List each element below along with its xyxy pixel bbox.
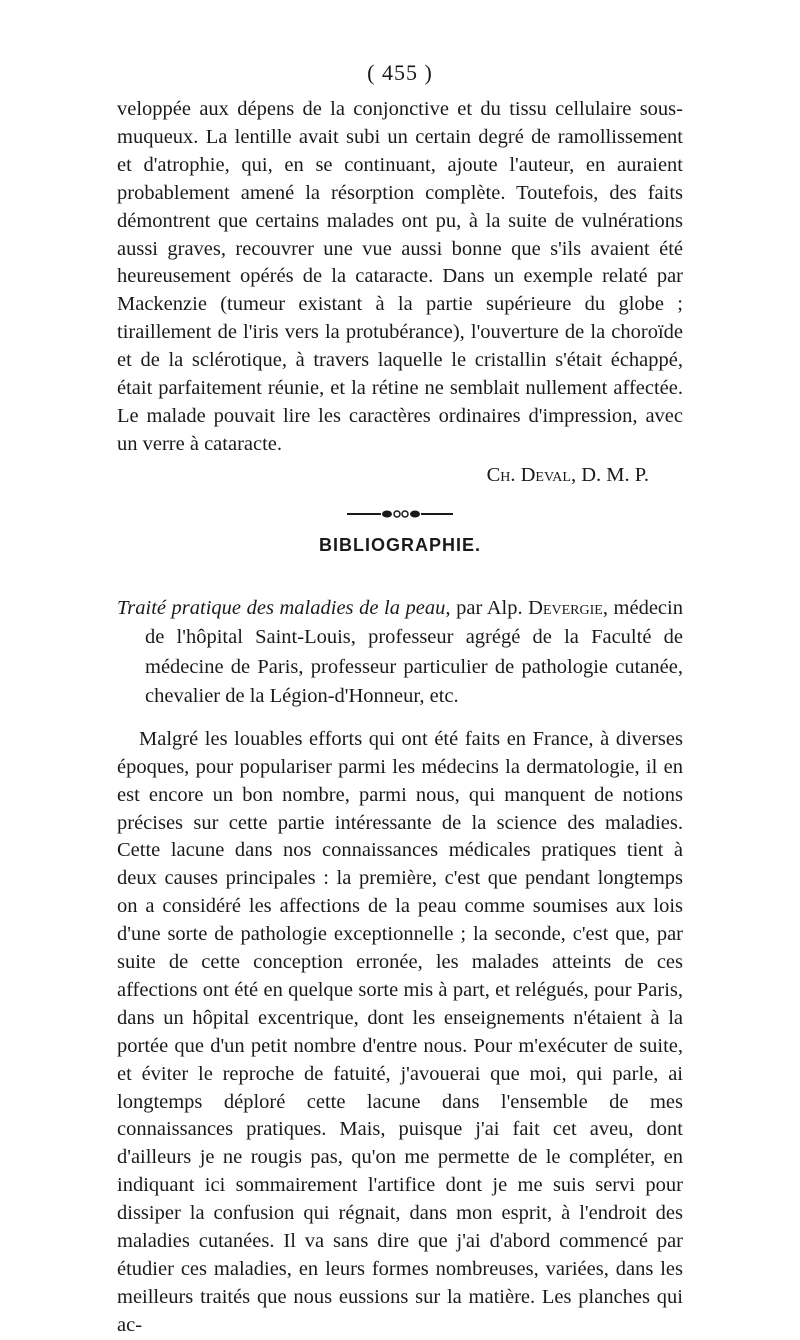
by-text: , par Alp.: [445, 596, 529, 619]
section-divider-ornament: [117, 507, 683, 521]
signature-degree: D. M. P.: [581, 463, 649, 486]
bibliography-entry: [117, 594, 683, 712]
ornament-icon: [345, 508, 455, 520]
book-author: Devergie: [528, 596, 603, 619]
review-paragraph: Malgré les louables efforts qui ont été faits en France, à diverses époques, pour populariser parmi les médecins la dermatologie, il en est encore un bon nombre, parmi nous, qui manquent de notions précises sur cette partie intéressante de la science des maladies. Cette lacune dans nos connaissances médicales pratiques tient à deux causes principales : la première, c'est que pendant longtemps on a considéré les affections de la peau comme soumises aux lois d'une sorte de pathologie exceptionnelle ; la seconde, c'est que, par suite de cette conception erronée, les malades atteints de ces affections ont été en quelque sorte mis à part, et relégués, pour Paris, dans un hôpital excentrique, dont les enseignements n'étaient à la portée que d'un petit nombre d'entre nous. Pour m'exécuter de suite, et éviter le reproche de fatuité, j'avouerai que moi, qui parle, ai longtemps déploré cette lacune dans l'ensemble de mes connaissances pratiques. Mais, puisque j'ai fait cet aveu, dont d'ailleurs je ne rougis pas, qu'on me permette de le compléter, en indiquant ici sommairement l'artifice dont je me suis servi pour dissiper la confusion qui régnait, dans mon esprit, à l'endroit des maladies cutanées. Il va sans dire que j'ai d'abord commencé par étudier ces maladies, en leurs formes nombreuses, variées, dans les meilleurs traités que nous eussions sur la matière. Les planches qui ac-: [117, 727, 683, 1336]
book-title: Traité pratique des maladies de la peau: [117, 596, 446, 619]
body-paragraph-continued: veloppée aux dépens de la conjonctive et du tissu cellulaire sous-muqueux. La lentille avait subi un certain degré de ramollissement et d'atrophie, qui, en se continuant, ajoute l'auteur, en auraient probablement amené la résorption complète. Toutefois, des faits démontrent que certains malades ont pu, à la suite de vulnérations aussi graves, recouvrer une vue aussi bonne que s'ils avaient été heureusement opérés de la cataracte. Dans un exemple relaté par Mackenzie (tumeur existant à la partie supérieure du globe ; tiraillement de l'iris vers la protubérance), l'ouverture de la choroïde et de la sclérotique, à travers laquelle le cristallin s'était échappé, était parfaitement réunie, et la rétine ne semblait nullement affectée. Le malade pouvait lire les caractères ordinaires d'impression, avec un verre à cataracte.: [117, 98, 683, 455]
section-heading: BIBLIOGRAPHIE.: [318, 534, 481, 555]
author-details: , médecin de l'hôpital Saint-Louis, professeur agrégé de la Faculté de médecine de Paris, professeur particulier de pathologie cutanée, chevalier de la Légion-d'Honneur, etc.: [145, 596, 683, 708]
signature-name: Ch. Deval,: [486, 463, 577, 486]
author-signature: [117, 461, 683, 489]
document-page: [117, 58, 683, 1340]
page-number: ( 455 ): [367, 60, 433, 85]
